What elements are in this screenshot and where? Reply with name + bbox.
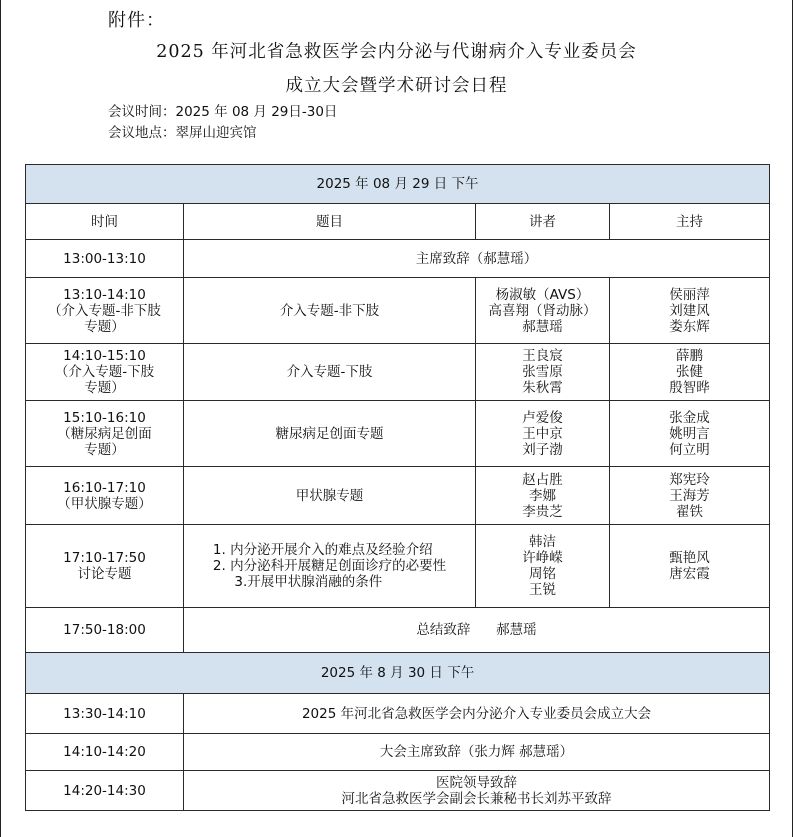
meeting-place: 会议地点：翠屏山迎宾馆 — [108, 125, 257, 141]
document-title-line2: 成立大会暨学术研讨会日程 — [285, 76, 508, 96]
table-row — [26, 344, 770, 401]
speaker: 王锐 — [529, 582, 556, 598]
host-cell — [610, 467, 770, 525]
table-row — [26, 525, 770, 608]
col-header-host: 主持 — [610, 204, 770, 240]
session-label: 专题） — [84, 441, 125, 458]
discussion-topic: 1. 内分泌开展介入的难点及经验介绍 — [212, 542, 433, 558]
row-content: 大会主席致辞（张力辉 郝慧瑶） — [184, 734, 770, 771]
speaker: 李贵芝 — [522, 503, 563, 520]
host: 张金成 — [669, 409, 710, 426]
day1-header-row — [26, 165, 770, 204]
speaker: 卢爱俊 — [522, 409, 563, 426]
page-left-border — [0, 0, 1, 837]
discussion-topic: 2. 内分泌科开展糖足创面诊疗的必要性 — [212, 558, 447, 574]
speaker: 许峥嵘 — [522, 550, 563, 566]
speaker: 张雪原 — [522, 364, 563, 380]
speaker: 高喜翔（肾动脉） — [488, 302, 597, 319]
col-header-time: 时间 — [26, 204, 184, 240]
session-time: 16:10-17:10 — [63, 479, 146, 496]
speaker: 周铭 — [529, 566, 556, 582]
table-row — [26, 734, 770, 771]
session-topic: 甲状腺专题 — [184, 467, 476, 525]
speaker: 刘子渤 — [522, 441, 563, 458]
day2-header-row — [26, 653, 770, 694]
discussion-topic: 3.开展甲状腺消融的条件 — [212, 574, 383, 590]
session-time-cell — [26, 401, 184, 467]
host: 姚明言 — [669, 425, 710, 442]
host: 侯丽萍 — [669, 286, 710, 303]
session-time: 14:10-15:10 — [63, 348, 146, 364]
host: 殷智晔 — [669, 380, 710, 396]
speaker-cell — [476, 467, 610, 525]
session-time-cell — [26, 344, 184, 401]
host-cell — [610, 344, 770, 401]
col-header-speaker: 讲者 — [476, 204, 610, 240]
host: 何立明 — [669, 441, 710, 458]
host-cell — [610, 401, 770, 467]
host-cell — [610, 525, 770, 608]
speaker: 杨淑敏（AVS） — [495, 286, 590, 303]
host: 刘建风 — [669, 302, 710, 319]
speaker: 赵占胜 — [522, 471, 563, 488]
session-topic: 介入专题-下肢 — [184, 344, 476, 401]
table-row — [26, 467, 770, 525]
session-label: 专题） — [84, 318, 125, 335]
speaker: 王中京 — [522, 425, 563, 442]
document-title-line1: 2025 年河北省急救医学会内分泌与代谢病介入专业委员会 — [156, 42, 637, 62]
speaker: 郝慧瑶 — [522, 318, 563, 335]
speaker: 朱秋霄 — [522, 380, 563, 396]
col-header-topic: 题目 — [184, 204, 476, 240]
host: 甄艳风 — [669, 550, 710, 566]
day2-date: 2025 年 8 月 30 日 下午 — [26, 653, 770, 694]
table-row — [26, 401, 770, 467]
session-label: （糖尿病足创面 — [57, 425, 152, 442]
speaker: 王良宸 — [522, 348, 563, 364]
speaker-cell — [476, 344, 610, 401]
host: 娄东辉 — [669, 318, 710, 335]
table-row — [26, 608, 770, 653]
schedule-table — [25, 164, 770, 811]
row-time: 14:10-14:20 — [26, 734, 184, 771]
row-content: 主席致辞（郝慧瑶） — [184, 240, 770, 278]
column-header-row — [26, 204, 770, 240]
attachment-label: 附件： — [108, 10, 165, 31]
table-row — [26, 771, 770, 811]
session-time: 13:10-14:10 — [63, 286, 146, 303]
speaker-cell — [476, 525, 610, 608]
host-cell — [610, 278, 770, 344]
session-time: 15:10-16:10 — [63, 409, 146, 426]
speaker: 李娜 — [529, 487, 556, 504]
host: 唐宏霞 — [669, 566, 710, 582]
session-label: 专题） — [84, 380, 125, 396]
speaker-cell — [476, 401, 610, 467]
speaker: 韩洁 — [529, 534, 556, 550]
day1-date: 2025 年 08 月 29 日 下午 — [26, 165, 770, 204]
host: 王海芳 — [669, 487, 710, 504]
row-time: 17:50-18:00 — [26, 608, 184, 653]
row-content: 总结致辞 郝慧瑶 — [184, 608, 770, 653]
row-time: 13:30-14:10 — [26, 694, 184, 734]
row-time: 13:00-13:10 — [26, 240, 184, 278]
session-topic: 糖尿病足创面专题 — [184, 401, 476, 467]
table-row — [26, 694, 770, 734]
session-time: 17:10-17:50 — [63, 550, 146, 566]
row-content — [184, 771, 770, 811]
meeting-time: 会议时间：2025 年 08 月 29日-30日 — [108, 104, 338, 120]
session-time-cell — [26, 525, 184, 608]
host: 张健 — [676, 364, 704, 380]
session-time-cell — [26, 278, 184, 344]
content-line: 医院领导致辞 — [436, 774, 518, 791]
session-label: （介入专题-下肢 — [54, 364, 155, 380]
row-time: 14:20-14:30 — [26, 771, 184, 811]
session-topic: 介入专题-非下肢 — [184, 278, 476, 344]
host: 薛鹏 — [676, 348, 704, 364]
discussion-topics-cell — [184, 525, 476, 608]
session-label: （甲状腺专题） — [57, 495, 152, 512]
table-row — [26, 240, 770, 278]
host: 郑宪玲 — [669, 471, 710, 488]
session-label: （介入专题-非下肢 — [48, 302, 161, 319]
table-row — [26, 278, 770, 344]
session-time-cell — [26, 467, 184, 525]
session-label: 讨论专题 — [77, 566, 132, 582]
row-content: 2025 年河北省急救医学会内分泌介入专业委员会成立大会 — [184, 694, 770, 734]
content-line: 河北省急救医学会副会长兼秘书长刘苏平致辞 — [341, 790, 612, 807]
speaker-cell — [476, 278, 610, 344]
host: 翟铁 — [676, 503, 704, 520]
